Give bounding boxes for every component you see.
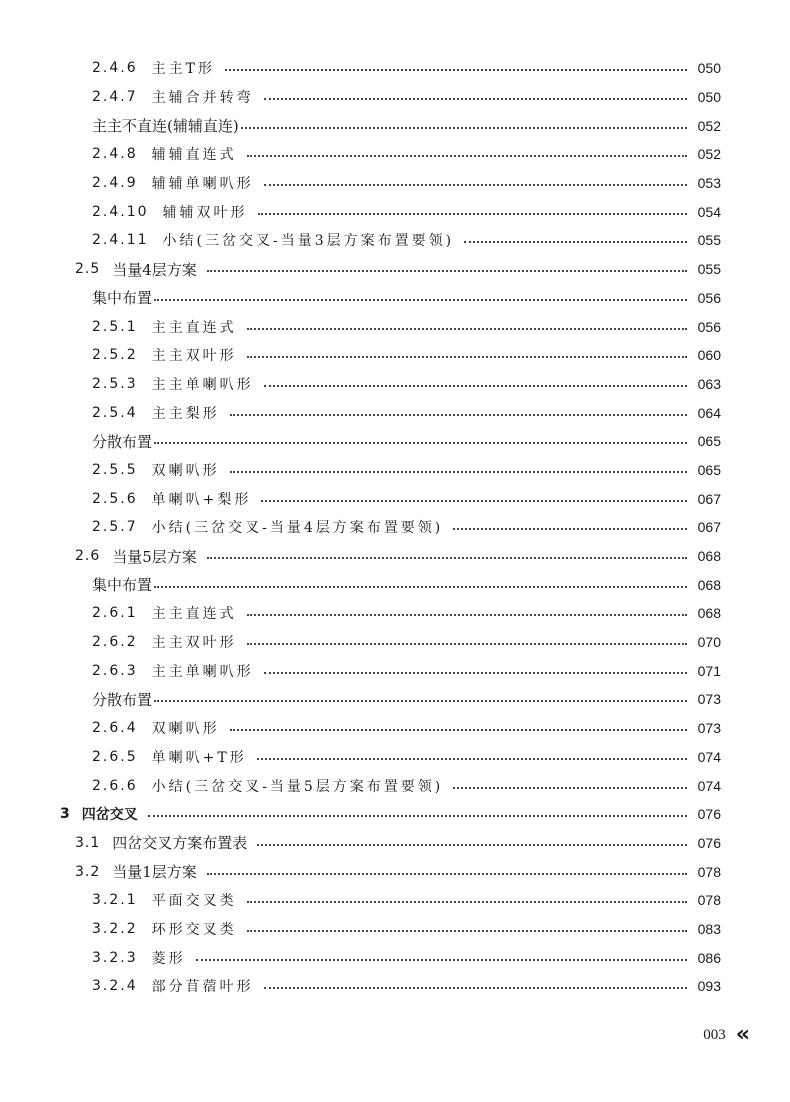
table-of-contents <box>0 54 790 1001</box>
dot-leader <box>154 442 687 444</box>
dot-leader <box>148 815 687 817</box>
dot-leader <box>247 328 687 330</box>
dot-leader <box>241 127 687 129</box>
toc-entry[interactable] <box>0 915 790 944</box>
toc-entry-page: 056 <box>697 289 721 306</box>
toc-entry-page: 067 <box>697 490 721 507</box>
toc-entry-number: 2.6.6 <box>92 777 138 794</box>
toc-entry-title: 主主双叶形 <box>151 348 237 365</box>
toc-entry-title: 当量5层方案 <box>112 547 197 566</box>
toc-entry-number: 2.6 <box>75 548 101 565</box>
toc-entry-page: 076 <box>697 806 721 823</box>
toc-entry-title: 辅辅双叶形 <box>162 204 248 221</box>
chevron-left-double-icon: « <box>735 1022 750 1047</box>
toc-entry-title: 菱形 <box>151 950 186 967</box>
toc-entry[interactable] <box>0 226 790 255</box>
toc-entry[interactable] <box>0 542 790 571</box>
toc-entry[interactable] <box>0 972 790 1001</box>
toc-entry[interactable] <box>0 284 790 313</box>
toc-entry-page: 065 <box>697 433 721 450</box>
dot-leader <box>247 356 687 358</box>
toc-entry-number: 2.5.2 <box>92 347 138 364</box>
toc-entry[interactable] <box>0 800 790 829</box>
dot-leader <box>257 758 687 760</box>
toc-entry-page: 074 <box>697 748 721 765</box>
toc-entry-number: 2.5.3 <box>92 375 138 392</box>
toc-entry-title: 主主直连式 <box>151 606 237 623</box>
toc-entry-number: 2.5.6 <box>92 490 138 507</box>
toc-entry[interactable] <box>0 312 790 341</box>
toc-entry-title: 集中布置 <box>92 576 153 595</box>
toc-entry-page: 093 <box>697 978 721 995</box>
toc-entry-title: 双喇叭形 <box>151 721 220 738</box>
dot-leader <box>230 471 687 473</box>
toc-entry-number: 2.5.4 <box>92 404 138 421</box>
dot-leader <box>453 787 687 789</box>
toc-entry-title: 小结(三岔交叉-当量4层方案布置要领) <box>151 520 444 537</box>
toc-entry-page: 073 <box>697 691 721 708</box>
toc-entry-number: 2.4.8 <box>92 146 138 163</box>
toc-entry[interactable] <box>0 829 790 858</box>
toc-entry-title: 四岔交叉 <box>81 807 138 824</box>
toc-entry-title: 主主单喇叭形 <box>151 376 254 393</box>
toc-entry-number: 2.6.3 <box>92 662 138 679</box>
toc-entry[interactable] <box>0 398 790 427</box>
dot-leader <box>154 700 687 702</box>
dot-leader <box>225 69 687 71</box>
toc-entry-page: 078 <box>697 892 721 909</box>
toc-entry[interactable] <box>0 169 790 198</box>
toc-entry-number: 3.1 <box>75 834 101 851</box>
dot-leader <box>207 270 687 272</box>
toc-entry-page: 068 <box>697 548 721 565</box>
toc-entry-number: 2.4.11 <box>92 232 149 249</box>
toc-entry-number: 2.6.1 <box>92 605 138 622</box>
dot-leader <box>264 987 687 989</box>
dot-leader <box>464 241 687 243</box>
toc-entry[interactable] <box>0 341 790 370</box>
dot-leader <box>247 930 687 932</box>
toc-entry-number: 2.6.5 <box>92 748 138 765</box>
dot-leader <box>207 873 687 875</box>
toc-entry[interactable] <box>0 370 790 399</box>
toc-entry[interactable] <box>0 943 790 972</box>
toc-entry-number: 3.2.2 <box>92 920 138 937</box>
toc-entry-title: 分散布置 <box>92 432 153 451</box>
toc-entry[interactable] <box>0 714 790 743</box>
dot-leader <box>264 672 687 674</box>
toc-entry-page: 054 <box>697 203 721 220</box>
toc-entry[interactable] <box>0 197 790 226</box>
toc-entry-title: 主主不直连(辅辅直连) <box>92 117 239 136</box>
toc-entry-number: 2.4.9 <box>92 175 138 192</box>
page-number: 003 <box>703 1026 726 1043</box>
dot-leader <box>258 213 687 215</box>
toc-entry[interactable] <box>0 513 790 542</box>
toc-entry[interactable] <box>0 685 790 714</box>
toc-entry-title: 部分苜蓿叶形 <box>151 979 254 996</box>
dot-leader <box>264 385 687 387</box>
toc-entry-title: 平面交叉类 <box>151 893 237 910</box>
toc-entry[interactable] <box>0 771 790 800</box>
toc-entry-page: 083 <box>697 920 721 937</box>
toc-entry[interactable] <box>0 83 790 112</box>
toc-entry[interactable] <box>0 140 790 169</box>
toc-entry-number: 2.5.5 <box>92 461 138 478</box>
toc-entry-title: 主主双叶形 <box>151 635 237 652</box>
page-footer <box>703 1024 750 1046</box>
toc-entry-title: 分散布置 <box>92 690 153 709</box>
toc-entry-title: 双喇叭形 <box>151 462 220 479</box>
toc-entry-page: 052 <box>697 146 721 163</box>
toc-entry-number: 2.5 <box>75 261 101 278</box>
toc-entry-title: 单喇叭+T形 <box>151 749 247 766</box>
toc-entry-number: 2.4.7 <box>92 89 138 106</box>
toc-entry-title: 主主直连式 <box>151 319 237 336</box>
toc-entry-page: 055 <box>697 261 721 278</box>
toc-entry-page: 052 <box>697 117 721 134</box>
dot-leader <box>264 184 687 186</box>
dot-leader <box>230 729 687 731</box>
toc-entry-page: 078 <box>697 863 721 880</box>
dot-leader <box>196 959 687 961</box>
toc-entry[interactable] <box>0 111 790 140</box>
toc-entry-page: 050 <box>697 89 721 106</box>
toc-entry-title: 当量4层方案 <box>112 260 197 279</box>
toc-entry[interactable] <box>0 484 790 513</box>
toc-entry-number: 2.5.7 <box>92 519 138 536</box>
dot-leader <box>247 614 687 616</box>
toc-entry-title: 主主梨形 <box>151 405 220 422</box>
toc-entry[interactable] <box>0 656 790 685</box>
toc-entry[interactable] <box>0 427 790 456</box>
dot-leader <box>261 500 687 502</box>
toc-entry-number: 2.5.1 <box>92 318 138 335</box>
toc-entry-title: 当量1层方案 <box>112 863 197 882</box>
dot-leader <box>207 557 687 559</box>
toc-entry-title: 辅辅单喇叭形 <box>151 176 254 193</box>
dot-leader <box>247 901 687 903</box>
toc-entry-number: 3.2.1 <box>92 892 138 909</box>
toc-entry-title: 单喇叭+梨形 <box>151 491 252 508</box>
toc-entry-page: 060 <box>697 347 721 364</box>
toc-entry-number: 3.2 <box>75 863 101 880</box>
toc-entry-page: 067 <box>697 519 721 536</box>
dot-leader <box>230 414 687 416</box>
toc-entry[interactable] <box>0 570 790 599</box>
dot-leader <box>154 586 687 588</box>
toc-entry-title: 辅辅直连式 <box>151 147 237 164</box>
toc-entry-title: 主辅合并转弯 <box>151 90 254 107</box>
toc-entry-title: 主主T形 <box>151 61 215 78</box>
toc-entry-number: 2.6.2 <box>92 634 138 651</box>
toc-entry-number: 3.2.3 <box>92 949 138 966</box>
dot-leader <box>257 844 687 846</box>
toc-entry-number: 3 <box>60 806 72 823</box>
toc-entry-page: 056 <box>697 318 721 335</box>
toc-entry[interactable] <box>0 857 790 886</box>
toc-entry-page: 068 <box>697 605 721 622</box>
toc-entry-page: 063 <box>697 375 721 392</box>
toc-entry-page: 074 <box>697 777 721 794</box>
dot-leader <box>154 299 687 301</box>
dot-leader <box>247 643 687 645</box>
toc-entry[interactable] <box>0 743 790 772</box>
toc-entry-title: 主主单喇叭形 <box>151 663 254 680</box>
toc-entry-number: 2.4.10 <box>92 203 149 220</box>
toc-entry-title: 四岔交叉方案布置表 <box>112 834 248 853</box>
toc-entry-title: 环形交叉类 <box>151 921 237 938</box>
toc-entry-page: 050 <box>697 60 721 77</box>
toc-entry-number: 3.2.4 <box>92 978 138 995</box>
toc-entry[interactable] <box>0 628 790 657</box>
toc-entry-title: 小结(三岔交叉-当量3层方案布置要领) <box>162 233 455 250</box>
toc-entry-page: 070 <box>697 634 721 651</box>
toc-entry-page: 086 <box>697 949 721 966</box>
toc-entry-number: 2.6.4 <box>92 720 138 737</box>
toc-entry-title: 集中布置 <box>92 289 153 308</box>
toc-entry[interactable] <box>0 599 790 628</box>
toc-entry-page: 073 <box>697 720 721 737</box>
toc-entry-number: 2.4.6 <box>92 60 138 77</box>
toc-entry[interactable] <box>0 886 790 915</box>
toc-entry[interactable] <box>0 456 790 485</box>
dot-leader <box>247 155 687 157</box>
toc-entry-page: 068 <box>697 576 721 593</box>
toc-entry-page: 053 <box>697 175 721 192</box>
toc-entry[interactable] <box>0 255 790 284</box>
toc-entry-title: 小结(三岔交叉-当量5层方案布置要领) <box>151 778 444 795</box>
toc-entry-page: 076 <box>697 834 721 851</box>
toc-entry-page: 071 <box>697 662 721 679</box>
toc-entry-page: 055 <box>697 232 721 249</box>
dot-leader <box>264 98 687 100</box>
toc-entry-page: 065 <box>697 461 721 478</box>
dot-leader <box>453 528 687 530</box>
toc-entry[interactable] <box>0 54 790 83</box>
toc-entry-page: 064 <box>697 404 721 421</box>
